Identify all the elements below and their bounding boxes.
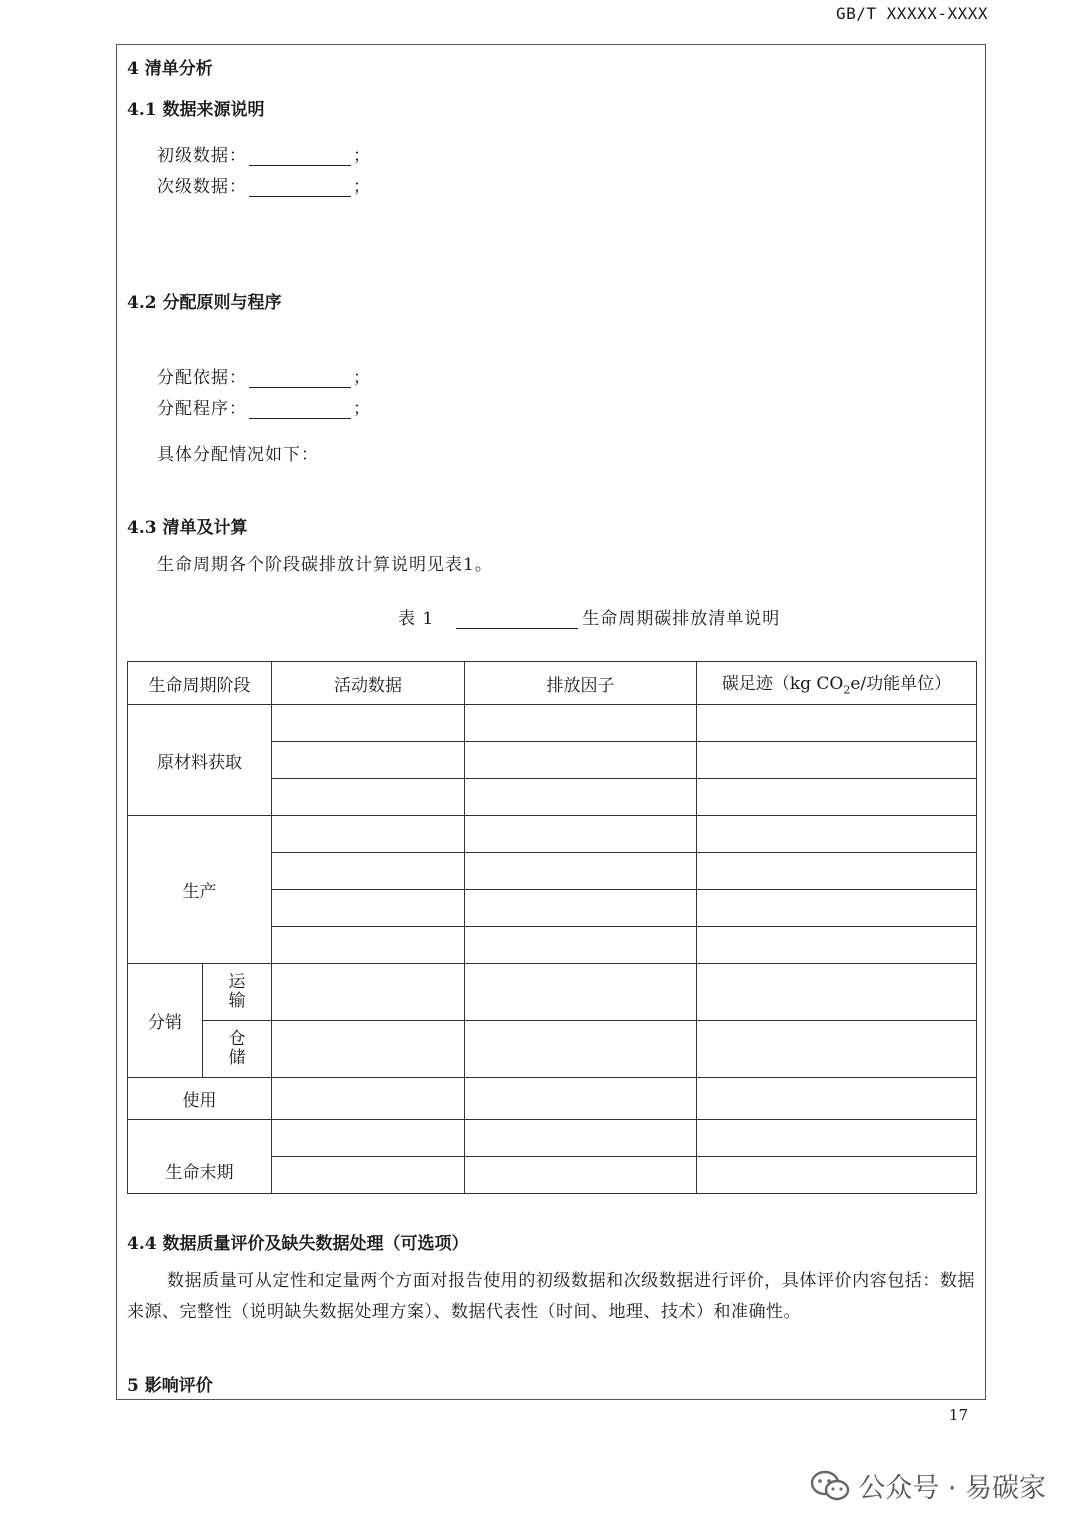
allocation-basis-label: 分配依据： bbox=[157, 368, 247, 388]
table-row bbox=[128, 816, 977, 853]
header-footprint-post: e/功能单位） bbox=[850, 674, 952, 695]
table-cell[interactable] bbox=[272, 927, 465, 964]
table-cell[interactable] bbox=[272, 890, 465, 927]
inventory-intro: 生命周期各个阶段碳排放计算说明见表1。 bbox=[157, 555, 493, 575]
watermark bbox=[810, 1466, 1046, 1505]
table-cell[interactable] bbox=[697, 964, 977, 1021]
stage-distribution: 分销 bbox=[128, 964, 203, 1078]
table-cell[interactable] bbox=[272, 1120, 465, 1157]
header-factor: 排放因子 bbox=[465, 662, 697, 705]
table-cell[interactable] bbox=[272, 1157, 465, 1194]
primary-data-label: 初级数据： bbox=[157, 146, 247, 166]
header-activity: 活动数据 bbox=[272, 662, 465, 705]
secondary-data-line bbox=[157, 172, 371, 197]
allocation-procedure-label: 分配程序： bbox=[157, 399, 247, 419]
table-cell[interactable] bbox=[697, 927, 977, 964]
allocation-basis-end: ； bbox=[353, 368, 371, 388]
substage-storage bbox=[203, 1021, 272, 1078]
table-row bbox=[128, 705, 977, 742]
secondary-data-blank bbox=[249, 178, 351, 197]
table-cell[interactable] bbox=[465, 964, 697, 1021]
table-cell[interactable] bbox=[697, 705, 977, 742]
table-row bbox=[128, 1078, 977, 1120]
table-cell[interactable] bbox=[272, 853, 465, 890]
header-footprint bbox=[697, 662, 977, 705]
table-cell[interactable] bbox=[272, 705, 465, 742]
stage-raw-material: 原材料获取 bbox=[128, 705, 272, 816]
table-cell[interactable] bbox=[465, 816, 697, 853]
primary-data-end: ； bbox=[353, 146, 371, 166]
table-cell[interactable] bbox=[272, 779, 465, 816]
stage-end-of-life: 生命末期 bbox=[128, 1120, 272, 1194]
table-cell[interactable] bbox=[272, 1021, 465, 1078]
table-header-row bbox=[128, 662, 977, 705]
table-cell[interactable] bbox=[465, 1078, 697, 1120]
stage-production: 生产 bbox=[128, 816, 272, 964]
header-stage: 生命周期阶段 bbox=[128, 662, 272, 705]
allocation-basis-line bbox=[157, 363, 371, 388]
table-product-blank bbox=[456, 610, 578, 629]
table-cell[interactable] bbox=[697, 890, 977, 927]
table-cell[interactable] bbox=[272, 1078, 465, 1120]
table-cell[interactable] bbox=[465, 742, 697, 779]
table-cell[interactable] bbox=[697, 1157, 977, 1194]
table-cell[interactable] bbox=[465, 1120, 697, 1157]
table-cell[interactable] bbox=[697, 1021, 977, 1078]
watermark-text: 公众号 · 易碳家 bbox=[858, 1473, 1046, 1504]
primary-data-line bbox=[157, 141, 371, 166]
standard-code: GB/T XXXXX-XXXX bbox=[836, 4, 988, 23]
table-row bbox=[128, 964, 977, 1021]
data-quality-paragraph: 数据质量可从定性和定量两个方面对报告使用的初级数据和次级数据进行评价，具体评价内容包括：数据 来源、完整性（说明缺失数据处理方案）、数据代表性（时间、地理、技术）和准确性。 bbox=[127, 1271, 975, 1322]
table-cell[interactable] bbox=[272, 816, 465, 853]
table-cell[interactable] bbox=[697, 742, 977, 779]
primary-data-blank bbox=[249, 147, 351, 166]
section-4-4-title: 4.4 数据质量评价及缺失数据处理（可选项） bbox=[127, 1234, 469, 1254]
table-caption bbox=[398, 604, 780, 629]
table-cell[interactable] bbox=[697, 779, 977, 816]
table-row bbox=[128, 1120, 977, 1157]
table-title: 生命周期碳排放清单说明 bbox=[582, 609, 781, 629]
secondary-data-label: 次级数据： bbox=[157, 177, 247, 197]
table-cell[interactable] bbox=[465, 890, 697, 927]
table-cell[interactable] bbox=[465, 779, 697, 816]
secondary-data-end: ； bbox=[353, 177, 371, 197]
section-5-title: 5 影响评价 bbox=[127, 1376, 213, 1396]
table-cell[interactable] bbox=[465, 853, 697, 890]
table-cell[interactable] bbox=[465, 927, 697, 964]
table-cell[interactable] bbox=[697, 1078, 977, 1120]
table-cell[interactable] bbox=[465, 1157, 697, 1194]
table-cell[interactable] bbox=[465, 705, 697, 742]
section-4-1-title: 4.1 数据来源说明 bbox=[127, 100, 265, 120]
table-cell[interactable] bbox=[697, 1120, 977, 1157]
table-number: 表 1 bbox=[398, 609, 435, 629]
substage-transport-label: 运输 bbox=[228, 972, 246, 1011]
allocation-procedure-end: ； bbox=[353, 399, 371, 419]
table-row bbox=[128, 1021, 977, 1078]
allocation-basis-blank bbox=[249, 369, 351, 388]
header-footprint-sub: 2 bbox=[843, 683, 851, 697]
inventory-table bbox=[127, 661, 977, 1194]
section-4-3-title: 4.3 清单及计算 bbox=[127, 518, 248, 538]
allocation-procedure-blank bbox=[249, 400, 351, 419]
section-4-2-title: 4.2 分配原则与程序 bbox=[127, 293, 282, 313]
table-cell[interactable] bbox=[697, 816, 977, 853]
allocation-detail: 具体分配情况如下： bbox=[157, 445, 319, 465]
substage-storage-label: 仓储 bbox=[228, 1029, 246, 1068]
stage-use: 使用 bbox=[128, 1078, 272, 1120]
header-footprint-pre: 碳足迹（kg CO bbox=[721, 674, 844, 695]
table-cell[interactable] bbox=[697, 853, 977, 890]
allocation-procedure-line bbox=[157, 394, 371, 419]
wechat-icon bbox=[810, 1470, 850, 1502]
page-number: 17 bbox=[948, 1406, 968, 1424]
table-cell[interactable] bbox=[272, 742, 465, 779]
table-cell[interactable] bbox=[272, 964, 465, 1021]
section-4-title: 4 清单分析 bbox=[127, 59, 213, 79]
substage-transport bbox=[203, 964, 272, 1021]
table-cell[interactable] bbox=[465, 1021, 697, 1078]
